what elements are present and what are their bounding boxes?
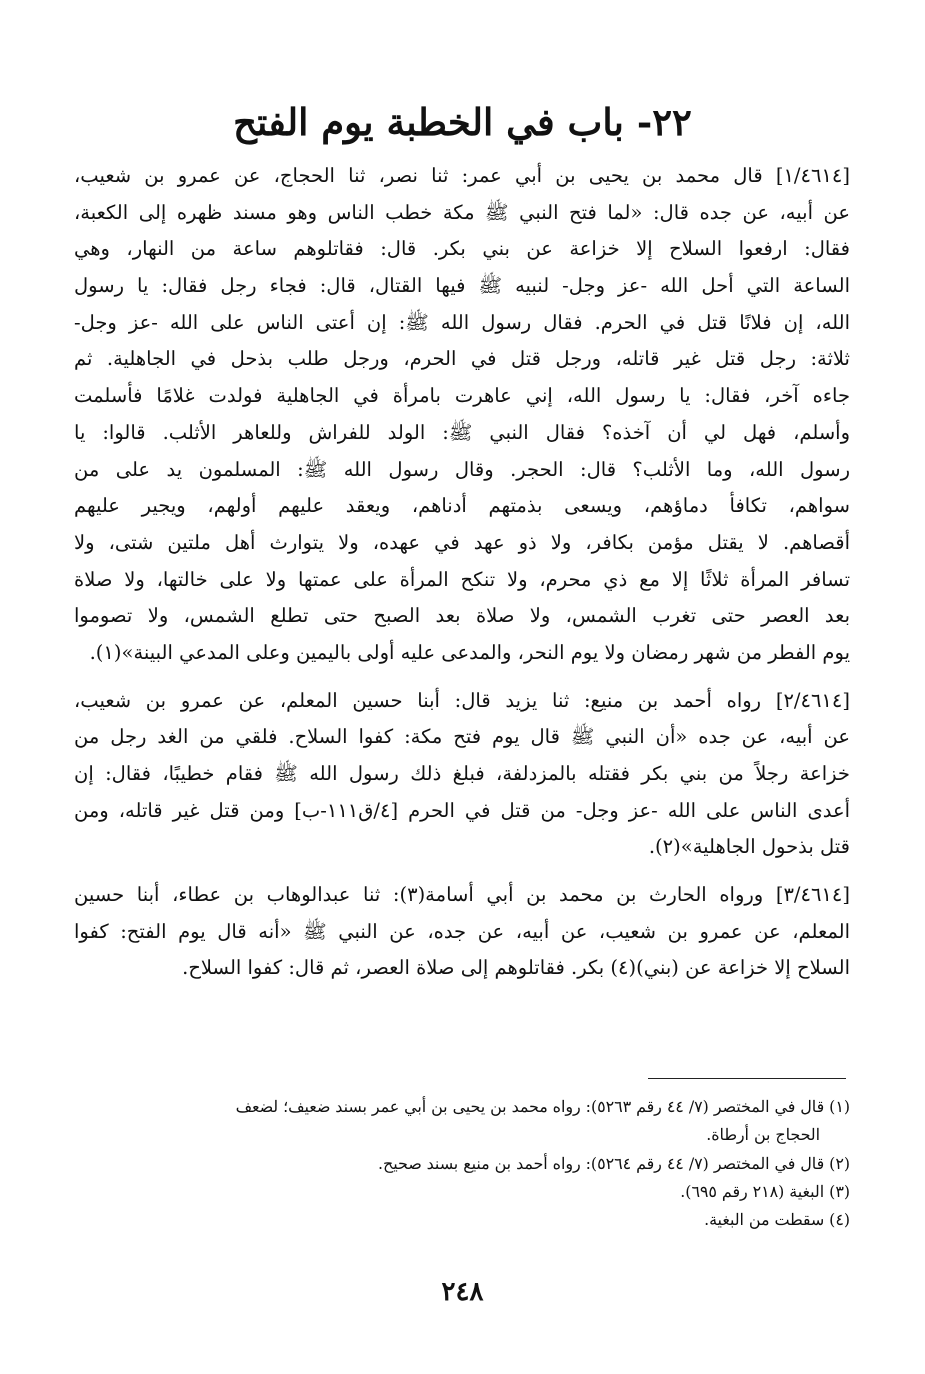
footnote-line: (١) قال في المختصر (٧/ ٤٤ رقم ٥٢٦٣): رواه محمد بن يحيى بن أبي عمر بسند ضعيف؛ لضعف [235, 1097, 850, 1116]
text-line: السلاح إلا خزاعة عن (بني)(٤) بكر. فقاتلوهم إلى صلاة العصر، ثم قال: كفوا السلاح. [182, 956, 850, 980]
text-line: أقصاهم. لا يقتل مؤمن بكافر، ولا ذو عهد في عهده، ولا يتوارث أهل ملتين شتى، ولا [74, 530, 850, 554]
chapter-title: ٢٢- باب في الخطبة يوم الفتح [233, 100, 692, 144]
footnote-separator [648, 1078, 846, 1079]
footnote-line: (٤) سقطت من البغية. [704, 1210, 850, 1230]
text-line: رسول الله، وما الأثلب؟ قال: الحجر. وقال رسول الله ﷺ: المسلمون يد على من [74, 457, 850, 481]
text-line: يوم الفطر من شهر رمضان ولا يوم النحر، والمدعى عليه أولى باليمين وعلى المدعي البينة»(١). [89, 640, 850, 664]
text-line: قتل بذحول الجاهلية»(٢). [648, 835, 850, 859]
footnote-line: الحجاج بن أرطاة. [706, 1125, 820, 1145]
text-line: الله، إن فلانًا قتل في الحرم. فقال رسول الله ﷺ: إن أعتى الناس على الله -عز وجل- [74, 310, 850, 334]
text-line: أعدى الناس على الله -عز وجل- من قتل في الحرم [٤/ق١١١-ب] ومن قتل غير قاتله، ومن [74, 798, 850, 822]
text-line: الساعة التي أحل الله -عز وجل- لنبيه ﷺ فيها القتال، قال: فجاء رجل فقال: يا رسول [74, 274, 850, 298]
text-line: عن أبيه، عن جده «أن النبي ﷺ قال يوم فتح مكة: كفوا السلاح. فلقي من الغد رجل من [74, 725, 850, 749]
footnote-line: (٢) قال في المختصر (٧/ ٤٤ رقم ٥٢٦٤): رواه أحمد بن منيع بسند صحيح. [378, 1153, 850, 1173]
text-line: وأسلم، فهل لي أن آخذه؟ فقال النبي ﷺ: الولد للفراش وللعاهر الأثلب. قالوا: يا [74, 420, 850, 444]
footnotes [74, 1093, 850, 1234]
text-line: [٣/٤٦١٤] ورواه الحارث بن محمد بن أبي أسامة(٣): ثنا عبدالوهاب بن عطاء، أبنا حسين [74, 883, 850, 907]
hadith-paragraph-3 [74, 877, 850, 987]
text-line: خزاعة رجلاً من بني بكر فقتله بالمزدلفة، فبلغ ذلك رسول الله ﷺ فقام خطيبًا، فقال: إن [74, 762, 850, 785]
text-line: جاءه آخر، فقال: يا رسول الله، إني عاهرت بامرأة في الجاهلية فولدت غلامًا فأسلمت [74, 384, 850, 408]
hadith-paragraph-2 [74, 683, 850, 866]
footnote-line: (٣) البغية (٢١٨ رقم ٦٩٥). [680, 1181, 850, 1201]
text-line: تسافر المرأة ثلاثًا إلا مع ذي محرم، ولا تنكح المرأة على عمتها ولا على خالتها، ولا صلاة [74, 567, 850, 591]
text-line: [١/٤٦١٤] قال محمد بن يحيى بن أبي عمر: ثنا نصر، ثنا الحجاج، عن عمرو بن شعيب، [74, 164, 850, 187]
text-line: عن أبيه، عن جده قال: «لما فتح النبي ﷺ مكة خطب الناس وهو مسند ظهره إلى الكعبة، [74, 200, 850, 224]
hadith-paragraph-1 [74, 158, 850, 672]
text-line: المعلم، عن عمرو بن شعيب، عن أبيه، عن جده، عن النبي ﷺ «أنه قال يوم الفتح: كفوا [74, 919, 850, 943]
page-number: ٢٤٨ [441, 1277, 484, 1307]
text-line: فقال: ارفعوا السلاح إلا خزاعة عن بني بكر. قال: فقاتلوهم ساعة من النهار، وهي [74, 237, 850, 261]
text-line: ثلاثة: رجل قتل غير قاتله، ورجل قتل في الحرم، ورجل طلب بذحل في الجاهلية. ثم [74, 347, 850, 371]
main-text [74, 158, 850, 987]
text-line: بعد العصر حتى تغرب الشمس، ولا صلاة بعد الصبح حتى تطلع الشمس، ولا تصوموا [74, 604, 850, 628]
text-line: سواهم، تكافأ دماؤهم، ويسعى بذمتهم أدناهم، ويعقد عليهم أولهم، ويجير عليهم [74, 494, 850, 518]
text-line: [٢/٤٦١٤] رواه أحمد بن منيع: ثنا يزيد قال: أبنا حسين المعلم، عن عمرو بن شعيب، [74, 688, 850, 712]
